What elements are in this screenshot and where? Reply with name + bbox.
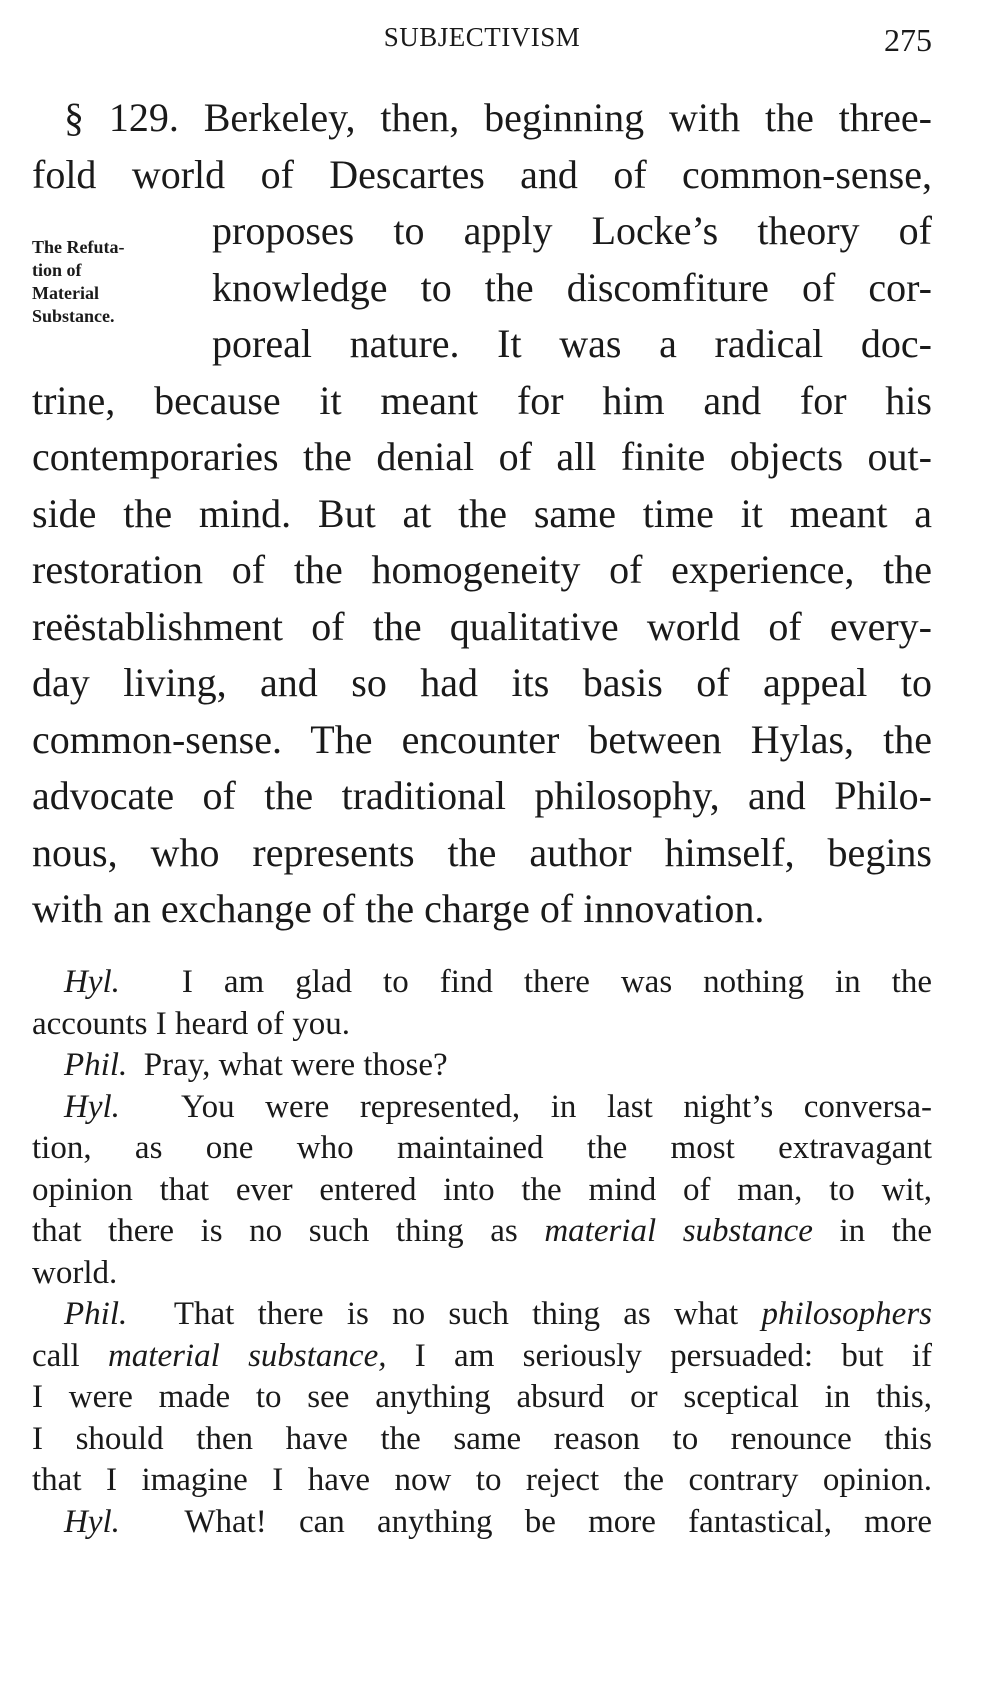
- running-head: [32, 22, 932, 62]
- text-line: poreal nature. It was a radical doc-: [212, 321, 932, 366]
- sidenote-line: The Refuta-: [32, 237, 125, 257]
- text-line: common-sense. The encounter between Hylas, the: [32, 716, 932, 762]
- speech-text: You were represented, in last night’s conversa-: [181, 1088, 932, 1125]
- emphasis-text: material substance: [544, 1213, 813, 1249]
- emphasis-text: philosophers: [761, 1296, 932, 1332]
- speech-text: What! can anything be more fantastical, more: [184, 1503, 932, 1540]
- text-line: proposes to apply Locke’s theory of: [212, 208, 932, 253]
- dialogue-line: that I imagine I have now to reject the contrary opinion.: [32, 1462, 932, 1498]
- dialogue-line: I were made to see anything absurd or sceptical in this,: [32, 1379, 932, 1415]
- text-line: contemporaries the denial of all finite objects out-: [32, 434, 932, 479]
- sidenote-line: Material: [32, 283, 99, 303]
- speech-text: that there is no such thing as: [32, 1213, 545, 1249]
- dialogue-line: [32, 1045, 932, 1087]
- marginal-sidenote: [32, 236, 202, 328]
- dialogue-line: world.: [32, 1254, 118, 1291]
- text-line: day living, and so had its basis of appeal to: [32, 660, 932, 705]
- dialogue-line: [32, 1502, 932, 1544]
- emphasis-text: material substance,: [107, 1337, 387, 1374]
- dialogue-line: opinion that ever entered into the mind of man, to wit,: [32, 1171, 932, 1208]
- speaker-name: Hyl.: [64, 1088, 120, 1125]
- speech-text: in the: [812, 1213, 932, 1249]
- text-line: trine, because it meant for him and for his: [32, 377, 932, 423]
- speaker-name: Hyl.: [64, 964, 120, 1000]
- text-line: nous, who represents the author himself, begins: [32, 829, 932, 875]
- speech-text: I am glad to find there was nothing in the: [181, 964, 932, 1000]
- main-paragraph: [32, 90, 932, 938]
- dialogue-line: [32, 1336, 932, 1378]
- text-line: restoration of the homogeneity of experience, the: [32, 547, 932, 592]
- text-line: fold world of Descartes and of common-sense,: [32, 151, 932, 197]
- dialogue-line: [32, 1087, 932, 1129]
- dialogue-extract: [32, 962, 932, 1543]
- page-number: 275: [884, 22, 932, 58]
- speaker-name: Phil.: [64, 1047, 128, 1083]
- running-title: SUBJECTIVISM: [383, 22, 581, 52]
- dialogue-line: tion, as one who maintained the most extravagant: [32, 1130, 932, 1166]
- dialogue-line: [32, 1294, 932, 1336]
- speech-text: I am seriously persuaded: but if: [386, 1337, 932, 1374]
- text-line: knowledge to the discomfiture of cor-: [212, 264, 932, 310]
- speaker-name: Hyl.: [64, 1503, 120, 1540]
- speech-text: call: [32, 1337, 108, 1374]
- text-line: with an exchange of the charge of innovation.: [32, 886, 765, 931]
- dialogue-line: [32, 962, 932, 1004]
- dialogue-line: I should then have the same reason to renounce this: [32, 1420, 932, 1457]
- text-line: advocate of the traditional philosophy, and Philo-: [32, 773, 932, 818]
- sidenote-line: Substance.: [32, 306, 115, 326]
- speech-text: Pray, what were those?: [143, 1047, 448, 1083]
- dialogue-line: accounts I heard of you.: [32, 1005, 350, 1042]
- text-line: reëstablishment of the qualitative world of every-: [32, 603, 932, 649]
- text-line: § 129. Berkeley, then, beginning with the three-: [64, 95, 932, 140]
- speech-text: That there is no such thing as what: [173, 1296, 762, 1332]
- text-line: side the mind. But at the same time it meant a: [32, 490, 932, 536]
- sidenote-line: tion of: [32, 260, 82, 280]
- speaker-name: Phil.: [64, 1296, 128, 1332]
- dialogue-line: [32, 1211, 932, 1253]
